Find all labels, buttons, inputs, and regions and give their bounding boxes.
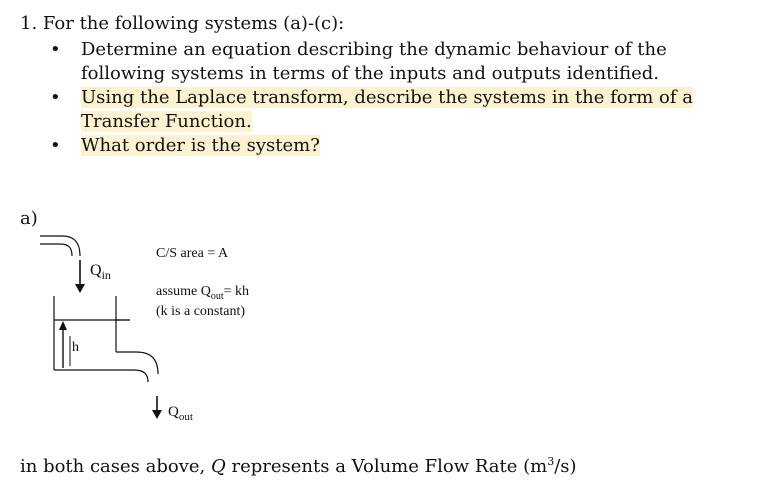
q-in-label: $Q_{in}$	[90, 262, 111, 283]
q-out-label: $Q_{out}$	[168, 404, 193, 423]
q-symbol: Q	[211, 456, 226, 477]
bullet-text: What order is the system?	[81, 135, 320, 156]
inlet-pipe-outer	[40, 236, 80, 256]
outflow-arrow-head	[152, 410, 162, 419]
bullet-text: Using the Laplace transform, describe the systems in the form of a Transfer Function.	[81, 87, 693, 132]
bullet-laplace-transform	[50, 86, 750, 134]
instruction-list	[50, 38, 750, 158]
bullet-determine-equation	[50, 38, 750, 86]
bullet-dot: •	[50, 135, 61, 156]
height-arrow-head	[59, 321, 67, 330]
bullet-dot: •	[50, 39, 61, 60]
footer-note: in both cases above, Q represents a Volume Flow Rate $(m^3/s)$	[20, 455, 577, 477]
outlet-pipe-bottom	[116, 370, 148, 382]
part-a-label: a)	[20, 208, 38, 229]
inflow-arrow-head	[75, 284, 85, 293]
height-label: h	[72, 340, 79, 355]
assume-label: assume $Q_{out}=$ kh	[156, 284, 250, 302]
constant-note: (k is a constant)	[156, 304, 246, 319]
bullet-text: Determine an equation describing the dynamic behaviour of the following systems in terms of the inputs and outputs identified.	[81, 39, 667, 84]
cs-area-label: C/S area = A	[156, 246, 229, 261]
question-title: 1. For the following systems (a)-(c):	[20, 13, 345, 34]
bullet-system-order	[50, 134, 750, 158]
inlet-pipe-inner	[40, 244, 72, 256]
bullet-dot: •	[50, 87, 61, 108]
tank-diagram	[40, 228, 300, 428]
